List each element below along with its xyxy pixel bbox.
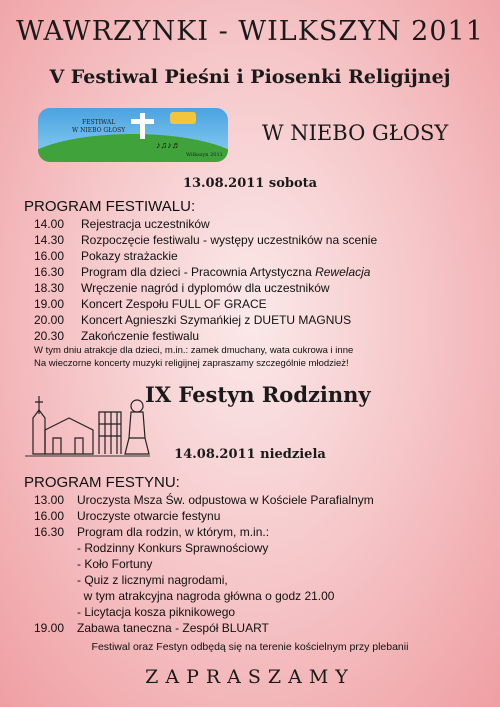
festival-program-text: Koncert Zespołu FULL OF GRACE (81, 297, 267, 311)
festyn-program-heading: PROGRAM FESTYNU: (24, 474, 180, 491)
festyn-program-time: 16.30 (34, 525, 65, 539)
festyn-program-text: Uroczyste otwarcie festynu (77, 509, 221, 523)
festyn-program-time: 13.00 (34, 493, 65, 507)
festyn-program-item (34, 508, 220, 524)
festyn-program-item (34, 492, 374, 508)
festival-program-item (34, 328, 199, 344)
festival-subtitle: V Festiwal Pieśni i Piosenki Religijnej (49, 66, 451, 88)
festival-program-time: 19.00 (34, 297, 65, 311)
festival-logo (38, 108, 228, 162)
poster-title: WAWRZYNKI - WILKSZYN 2011 (16, 16, 484, 47)
festyn-program-text: Zabawa taneczna - Zespół BLUART (77, 621, 269, 635)
festyn-program-text: w tym atrakcyjna nagroda główna o godz 21.00 (77, 589, 335, 603)
festival-date: 13.08.2011 sobota (182, 176, 318, 191)
music-notes-icon: ♪♫♪♬ (156, 140, 181, 150)
festival-program-item (34, 280, 330, 296)
festival-program-emphasis: Rewelacja (315, 265, 371, 279)
festival-program-text: Rozpoczęcie festiwalu - występy uczestników na scenie (81, 233, 378, 247)
festyn-program-item (34, 556, 152, 572)
logo-place: Wilkszyn 2011 (186, 152, 223, 158)
festival-program-time: 16.00 (34, 249, 65, 263)
invitation: ZAPRASZAMY (145, 666, 355, 688)
festival-note-2: Na wieczorne koncerty muzyki religijnej zapraszamy szczególnie młodzież! (34, 358, 349, 369)
logo-line-1: FESTIWAL (82, 119, 116, 126)
festival-program-time: 20.00 (34, 313, 65, 327)
logo-text (72, 119, 125, 135)
festival-program-time: 16.30 (34, 265, 65, 279)
festyn-program-time: 16.00 (34, 509, 65, 523)
festyn-title: IX Festyn Rodzinny (145, 382, 371, 407)
festyn-program-item (34, 620, 269, 636)
festival-program-time: 14.00 (34, 217, 65, 231)
festival-note-1: W tym dniu atrakcje dla dzieci, m.in.: zamek dmuchany, wata cukrowa i inne (34, 345, 354, 356)
festyn-program-text: Uroczysta Msza Św. odpustowa w Kościele Parafialnym (77, 493, 374, 507)
festyn-program-time: 19.00 (34, 621, 65, 635)
festyn-program-text: - Koło Fortuny (77, 557, 153, 571)
niebo-glosy-heading: W NIEBO GŁOSY (262, 121, 449, 145)
venue-note: Festiwal oraz Festyn odbędą się na terenie kościelnym przy plebanii (91, 641, 409, 653)
festival-program-heading: PROGRAM FESTIWALU: (24, 198, 196, 215)
festival-program-text: Program dla dzieci - Pracownia Artystyczna (81, 265, 316, 279)
festyn-date: 14.08.2011 niedziela (174, 447, 326, 462)
festyn-program-item (34, 572, 228, 588)
festival-program-item (34, 264, 370, 280)
festival-program-time: 20.30 (34, 329, 65, 343)
festival-program-time: 14.30 (34, 233, 65, 247)
festival-program-text: Zakończenie festiwalu (81, 329, 200, 343)
festyn-program-text: - Quiz z licznymi nagrodami, (77, 573, 228, 587)
festival-program-text: Wręczenie nagród i dyplomów dla uczestników (81, 281, 330, 295)
festival-program-text: Rejestracja uczestników (81, 217, 210, 231)
festyn-program-item (34, 540, 268, 556)
logo-line-2: W NIEBO GŁOSY (72, 127, 126, 134)
cross-icon (140, 113, 145, 139)
festyn-program-item (34, 588, 334, 604)
festival-program-item (34, 216, 210, 232)
festival-program-item (34, 296, 267, 312)
festyn-program-text: - Rodzinny Konkurs Sprawnościowy (77, 541, 269, 555)
choir-icon (170, 112, 196, 124)
festival-program-item (34, 232, 377, 248)
festival-program-item (34, 312, 351, 328)
festival-program-item (34, 248, 178, 264)
festival-program-text: Pokazy strażackie (81, 249, 178, 263)
festyn-program-text: - Licytacja kosza piknikowego (77, 605, 236, 619)
festyn-program-text: Program dla rodzin, w którym, m.in.: (77, 525, 270, 539)
festival-program-text: Koncert Agnieszki Szymańkiej z DUETU MAGNUS (81, 313, 352, 327)
festyn-program-item (34, 524, 269, 540)
festival-program-time: 18.30 (34, 281, 65, 295)
festyn-program-item (34, 604, 235, 620)
